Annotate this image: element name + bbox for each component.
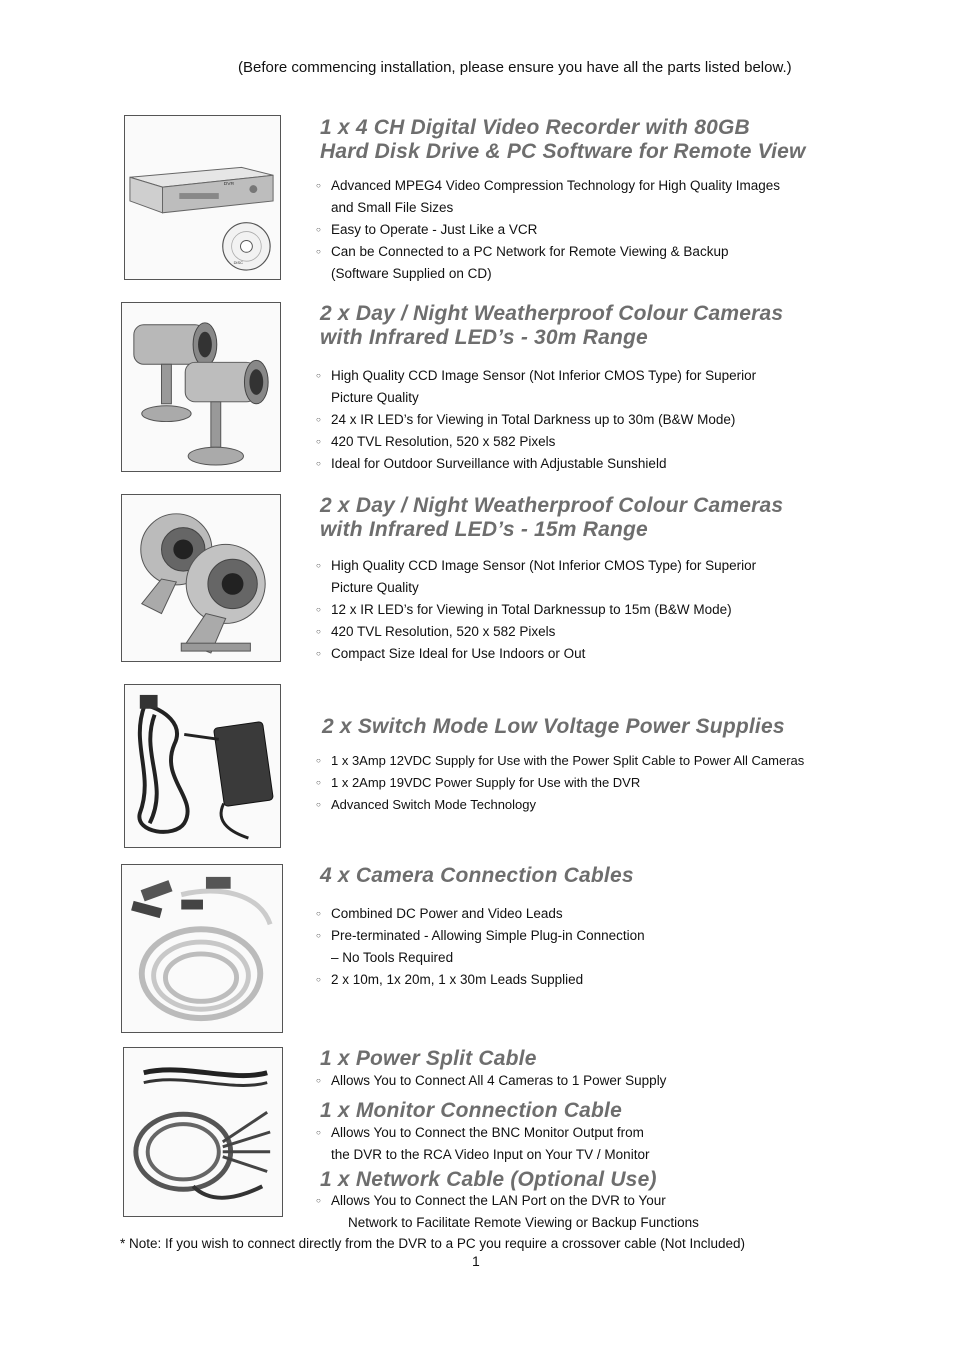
list-item: ○ Allows You to Connect the BNC Monitor Output from the DVR to the RCA Video Input on Your TV / Monitor [316, 1122, 649, 1166]
camera-cables-features [316, 903, 645, 991]
list-item: ○ Can be Connected to a PC Network for Remote Viewing & Backup (Software Supplied on CD) [316, 241, 780, 285]
list-item: ○ 1 x 3Amp 12VDC Supply for Use with the Power Split Cable to Power All Cameras [316, 750, 804, 772]
power-split-title: 1 x Power Split Cable [320, 1047, 537, 1070]
list-item: ○ Easy to Operate - Just Like a VCR [316, 219, 780, 241]
list-item: ○ Combined DC Power and Video Leads [316, 903, 645, 925]
list-item: ○ Pre-terminated - Allowing Simple Plug-in Connection – No Tools Required [316, 925, 645, 969]
camera-30m-photo [121, 302, 281, 472]
accessory-cables-photo [123, 1047, 283, 1217]
dvr-title: 1 x 4 CH Digital Video Recorder with 80GB Hard Disk Drive & PC Software for Remote View [320, 116, 806, 163]
network-cable-title: 1 x Network Cable (Optional Use) [320, 1168, 657, 1191]
list-item: ○ High Quality CCD Image Sensor (Not Inferior CMOS Type) for Superior Picture Quality [316, 555, 756, 599]
monitor-cable-features [316, 1122, 649, 1166]
camera-15m-photo [121, 494, 281, 662]
camera-cables-photo [121, 864, 283, 1033]
camera-15m-features [316, 555, 756, 665]
intro-text: (Before commencing installation, please ensure you have all the parts listed below.) [238, 59, 792, 76]
network-cable-features [316, 1190, 699, 1234]
page-number: 1 [472, 1253, 480, 1269]
camera-30m-title: 2 x Day / Night Weatherproof Colour Cameras with Infrared LED’s - 30m Range [320, 302, 784, 349]
list-item: ○ 1 x 2Amp 19VDC Power Supply for Use with the DVR [316, 772, 804, 794]
list-item: ○ Compact Size Ideal for Use Indoors or Out [316, 643, 756, 665]
power-supply-photo [124, 684, 281, 848]
crossover-note: * Note: If you wish to connect directly from the DVR to a PC you require a crossover cable (Not Included) [120, 1236, 746, 1251]
list-item: ○ 24 x IR LED’s for Viewing in Total Darkness up to 30m (B&W Mode) [316, 409, 756, 431]
list-item: ○ Allows You to Connect the LAN Port on the DVR to Your Network to Facilitate Remote Viewing or Backup Functions [316, 1190, 699, 1234]
camera-30m-features [316, 365, 756, 475]
dvr-photo [124, 115, 281, 280]
power-split-features [316, 1070, 666, 1092]
svg-text:DISC: DISC [233, 260, 244, 266]
camera-cables-title: 4 x Camera Connection Cables [320, 864, 634, 887]
list-item: ○ Advanced MPEG4 Video Compression Technology for High Quality Images and Small File Sizes [316, 175, 780, 219]
power-supply-title: 2 x Switch Mode Low Voltage Power Supplies [322, 715, 785, 738]
list-item: ○ Allows You to Connect All 4 Cameras to 1 Power Supply [316, 1070, 666, 1092]
list-item: ○ Advanced Switch Mode Technology [316, 794, 804, 816]
monitor-cable-title: 1 x Monitor Connection Cable [320, 1099, 622, 1122]
camera-15m-title: 2 x Day / Night Weatherproof Colour Cameras with Infrared LED’s - 15m Range [320, 494, 784, 541]
power-supply-features [316, 750, 804, 816]
list-item: ○ 420 TVL Resolution, 520 x 582 Pixels [316, 621, 756, 643]
list-item: ○ 12 x IR LED’s for Viewing in Total Darknessup to 15m (B&W Mode) [316, 599, 756, 621]
list-item: ○ High Quality CCD Image Sensor (Not Inferior CMOS Type) for Superior Picture Quality [316, 365, 756, 409]
svg-text:DVR: DVR [223, 182, 235, 188]
list-item: ○ Ideal for Outdoor Surveillance with Adjustable Sunshield [316, 453, 756, 475]
list-item: ○ 420 TVL Resolution, 520 x 582 Pixels [316, 431, 756, 453]
dvr-features [316, 175, 780, 285]
list-item: ○ 2 x 10m, 1x 20m, 1 x 30m Leads Supplied [316, 969, 645, 991]
